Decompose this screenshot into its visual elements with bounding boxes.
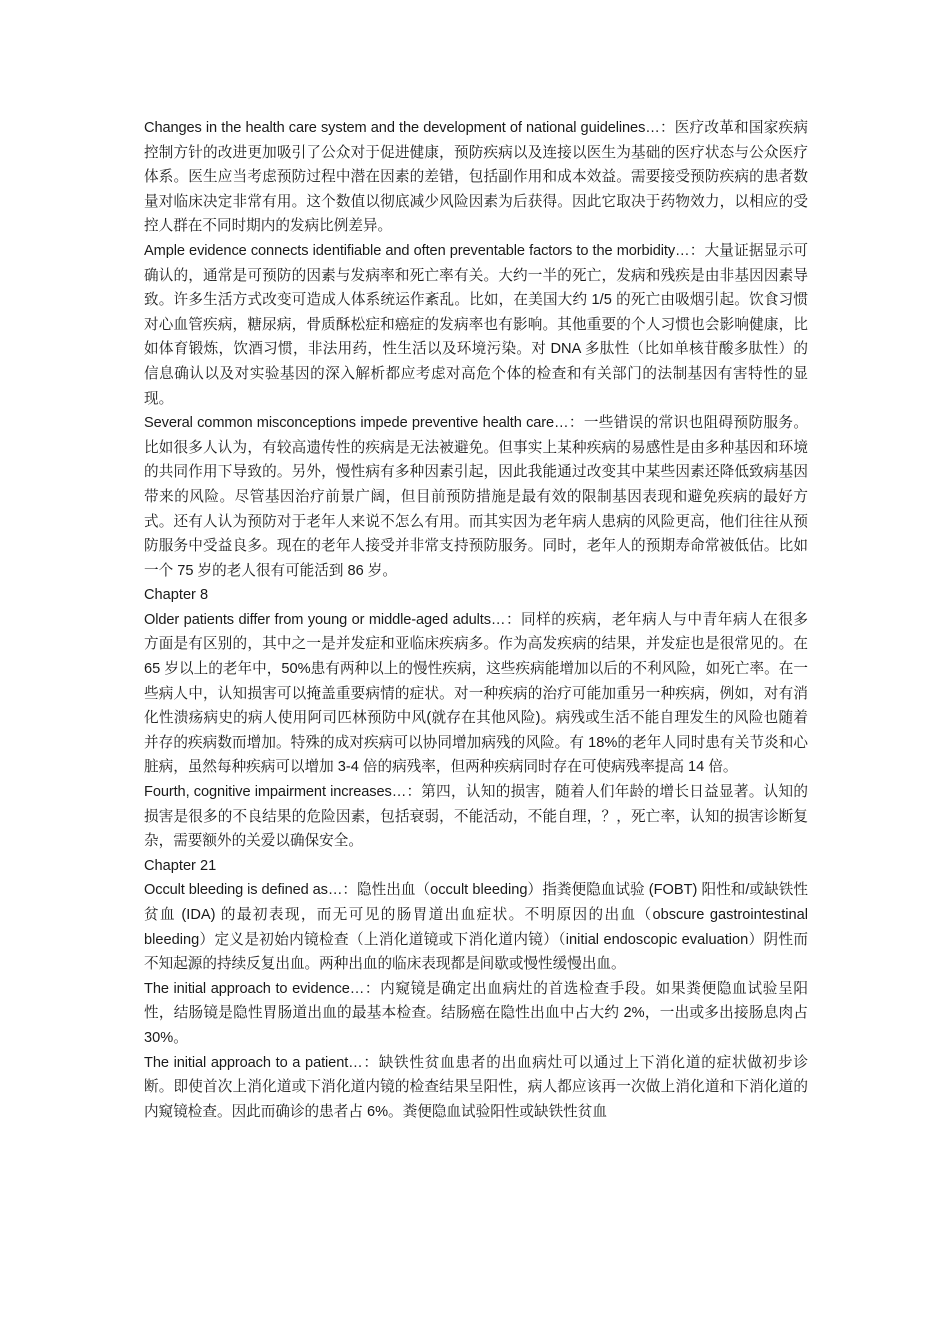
paragraph-body: 第四，认知的损害，随着人们年龄的增长日益显著。认知的损害是很多的不良结果的危险因素，包括衰弱，不能活动，不能自理，？，死亡率，认知的损害诊断复杂，需要额外的关爱以确保安全。: [144, 784, 808, 850]
paragraph-occult-bleeding: [144, 878, 808, 976]
paragraph-cognitive-impairment: [144, 780, 808, 854]
paragraph-initial-approach-patient: [144, 1051, 808, 1125]
paragraph-lead: Several common misconceptions impede preventive health care…：: [144, 415, 584, 432]
paragraph-body: 同样的疾病，老年病人与中青年病人在很多方面是有区别的，其中之一是并发症和亚临床疾病多。作为高发疾病的结果，并发症也是很常见的。在 65 岁以上的老年中，50%患有两种以上的慢性疾病，这些疾病能增加以后的不利风险，如死亡率。在一些病人中，认知损害可以掩盖重要病情的症状。对一种疾病的治疗可能加重另一种疾病，例如，对有消化性溃疡病史的病人使用阿司匹林预防中风(就存在其他风险)。病残或生活不能自理发生的风险也随着并存的疾病数而增加。特殊的成对疾病可以协同增加病残的风险。有 18%的老年人同时患有关节炎和心脏病，虽然每种疾病可以增加 3-4 倍的病残率，但两种疾病同时存在可使病残率提高 14 倍。: [144, 611, 809, 776]
paragraph-older-patients: [144, 608, 808, 780]
document-page: [144, 116, 808, 1124]
paragraph-initial-approach-evidence: [144, 977, 808, 1051]
paragraph-lead: Fourth, cognitive impairment increases…：: [144, 784, 422, 801]
paragraph-body: 一些错误的常识也阻碍预防服务。比如很多人认为，有较高遗传性的疾病是无法被避免。但事实上某种疾病的易感性是由多种基因和环境的共同作用下导致的。另外，慢性病有多种因素引起，因此我能通过改变其中某些因素还降低致病基因带来的风险。尽管基因治疗前景广阔，但目前预防措施是最有效的限制基因表现和避免疾病的最好方式。还有人认为预防对于老年人来说不怎么有用。而其实因为老年病人患病的风险更高，他们往往从预防服务中受益良多。现在的老年人接受并非常支持预防服务。同时，老年人的预期寿命常被低估。比如一个 75 岁的老人很有可能活到 86 岁。: [144, 415, 808, 579]
paragraph-lead: Occult bleeding is defined as…：: [144, 882, 357, 899]
chapter-8-heading: Chapter 8: [144, 587, 209, 604]
paragraph-lead: Ample evidence connects identifiable and often preventable factors to the morbidity…：: [144, 242, 705, 259]
paragraph-lead: The initial approach to evidence…：: [144, 980, 381, 997]
paragraph-body: 缺铁性贫血患者的出血病灶可以通过上下消化道的症状做初步诊断。即使首次上消化道或下消化道内镜的检查结果呈阳性，病人都应该再一次做上消化道和下消化道的内窥镜检查。因此而确诊的患者占 6%。粪便隐血试验阳性或缺铁性贫血: [144, 1054, 808, 1120]
paragraph-body: 大量证据显示可确认的，通常是可预防的因素与发病率和死亡率有关。大约一半的死亡，发病和残疾是由非基因因素导致。许多生活方式改变可造成人体系统运作紊乱。比如，在美国大约 1/5 的死亡由吸烟引起。饮食习惯对心血管疾病，糖尿病，骨质酥松症和癌症的发病率也有影响。其他重要的个人习惯也会影响健康，比如体育锻炼，饮酒习惯，非法用药，性生活以及环境污染。对 DNA 多肽性（比如单核苷酸多肽性）的信息确认以及对实验基因的深入解析都应考虑对高危个体的检查和有关部门的法制基因有害特性的显现。: [144, 242, 808, 407]
paragraph-lead: Older patients differ from young or middle-aged adults…：: [144, 611, 521, 628]
paragraph-body: 内窥镜是确定出血病灶的首选检查手段。如果粪便隐血试验呈阳性，结肠镜是隐性胃肠道出血的最基本检查。结肠癌在隐性出血中占大约 2%，一出或多出接肠息肉占 30%。: [144, 980, 808, 1046]
paragraph-health-care-system: [144, 116, 808, 239]
chapter-21-heading: Chapter 21: [144, 857, 217, 874]
paragraph-lead: The initial approach to a patient…：: [144, 1054, 379, 1071]
paragraph-lead: Changes in the health care system and the development of national guidelines…：: [144, 120, 675, 136]
paragraph-misconceptions: [144, 411, 808, 583]
paragraph-ample-evidence: [144, 239, 808, 411]
paragraph-body: 隐性出血（occult bleeding）指粪便隐血试验 (FOBT) 阳性和/或缺铁性贫血 (IDA) 的最初表现，而无可见的肠胃道出血症状。不明原因的出血（obscure gastrointestinal bleeding）定义是初始内镜检查（上消化道镜或下消化道内镜）（initial endoscopic evaluation）阴性而不知起源的持续反复出血。两种出血的临床表现都是间歇或慢性缓慢出血。: [144, 882, 808, 973]
paragraph-body: 医疗改革和国家疾病控制方针的改进更加吸引了公众对于促进健康，预防疾病以及连接以医生为基础的医疗状态与公众医疗体系。医生应当考虑预防过程中潜在因素的差错，包括副作用和成本效益。需要接受预防疾病的患者数量对临床决定非常有用。这个数值以彻底减少风险因素为后获得。因此它取决于药物效力，以相应的受控人群在不同时期内的发病比例差异。: [144, 120, 808, 235]
